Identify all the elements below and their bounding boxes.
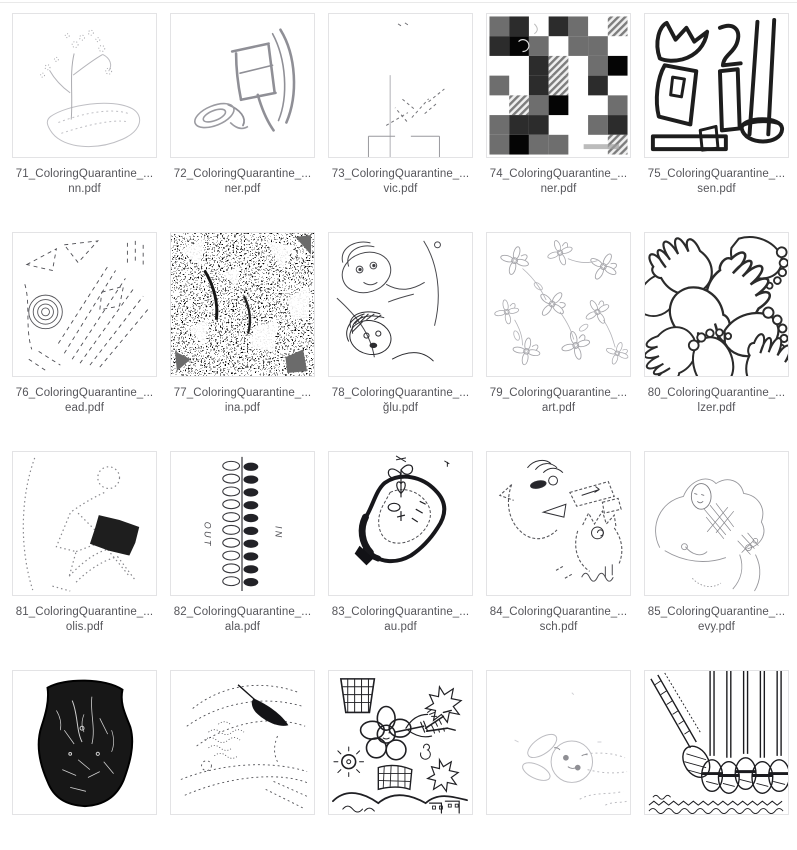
- pdf-thumbnail: [644, 670, 789, 815]
- file-name-label: [170, 605, 315, 635]
- pdf-thumbnail: [12, 451, 157, 596]
- faint-animal-doodle-image: [487, 671, 630, 814]
- file-name-line1: 76_ColoringQuarantine_...: [15, 387, 154, 399]
- file-tile[interactable]: [170, 670, 315, 815]
- file-name-line2: lzer.pdf: [697, 402, 736, 414]
- chop-sprout-sketch-image: [329, 452, 472, 595]
- file-tile[interactable]: [644, 13, 789, 197]
- file-name-line2: vic.pdf: [383, 183, 418, 195]
- file-name-line2: olis.pdf: [65, 621, 104, 633]
- plant-squash-sketch-image: [13, 14, 156, 157]
- file-name-line1: 84_ColoringQuarantine_...: [489, 606, 628, 618]
- noise-collage-image: [171, 233, 314, 376]
- file-name-line1: 72_ColoringQuarantine_...: [173, 168, 312, 180]
- file-tile[interactable]: [170, 13, 315, 197]
- file-tile[interactable]: [328, 670, 473, 815]
- file-name-label: [644, 386, 789, 416]
- file-name-line2: ala.pdf: [224, 621, 261, 633]
- pdf-thumbnail: [12, 13, 157, 158]
- file-name-label: [170, 167, 315, 197]
- floral-pattern-image: [487, 233, 630, 376]
- file-grid-row: [12, 13, 789, 197]
- file-name-line2: sch.pdf: [539, 621, 578, 633]
- out-label-text: OUT: [202, 521, 213, 548]
- file-name-line2: ead.pdf: [64, 402, 105, 414]
- file-name-line2: sen.pdf: [697, 183, 736, 195]
- file-name-line2: art.pdf: [541, 402, 576, 414]
- file-name-label: [12, 386, 157, 416]
- file-tile[interactable]: [12, 232, 157, 416]
- pdf-thumbnail: [644, 232, 789, 377]
- file-name-line1: 85_ColoringQuarantine_...: [647, 606, 786, 618]
- chair-sketch-image: [171, 14, 314, 157]
- file-tile[interactable]: [644, 451, 789, 635]
- pdf-thumbnail: [170, 670, 315, 815]
- file-name-line1: 73_ColoringQuarantine_...: [331, 168, 470, 180]
- file-tile[interactable]: [486, 232, 631, 416]
- file-name-line1: 77_ColoringQuarantine_...: [173, 387, 312, 399]
- stippled-portrait-leaf-image: [171, 671, 314, 814]
- file-name-line2: evy.pdf: [698, 621, 735, 633]
- file-name-line2: ner.pdf: [540, 183, 577, 195]
- file-name-line1: 82_ColoringQuarantine_...: [173, 606, 312, 618]
- top-divider: [0, 2, 797, 3]
- pdf-thumbnail: [644, 13, 789, 158]
- file-name-label: [486, 167, 631, 197]
- file-name-line1: 83_ColoringQuarantine_...: [331, 606, 470, 618]
- pdf-thumbnail: [486, 670, 631, 815]
- stitch-line-diagram-image: [171, 452, 314, 595]
- pdf-thumbnail: [328, 670, 473, 815]
- file-tile[interactable]: [328, 451, 473, 635]
- file-name-line1: 71_ColoringQuarantine_...: [15, 168, 154, 180]
- file-name-line2: nn.pdf: [68, 183, 101, 195]
- file-name-line1: 81_ColoringQuarantine_...: [15, 606, 154, 618]
- dashed-machine-sketch-image: [13, 233, 156, 376]
- file-name-label: [12, 167, 157, 197]
- file-grid: [12, 13, 789, 850]
- file-name-label: [328, 167, 473, 197]
- file-tile[interactable]: [170, 232, 315, 416]
- pdf-thumbnail: [170, 451, 315, 596]
- file-tile[interactable]: [12, 670, 157, 815]
- file-grid-row: [12, 232, 789, 416]
- pdf-thumbnail: [328, 232, 473, 377]
- file-tile[interactable]: [12, 13, 157, 197]
- pdf-thumbnail: [12, 232, 157, 377]
- file-name-label: [12, 605, 157, 635]
- file-tile[interactable]: [644, 670, 789, 815]
- file-name-label: [328, 386, 473, 416]
- pdf-thumbnail: [644, 451, 789, 596]
- black-torso-print-image: [13, 671, 156, 814]
- file-tile[interactable]: [170, 451, 315, 635]
- file-grid-row: [12, 451, 789, 635]
- two-faces-sketch-image: [329, 233, 472, 376]
- file-name-label: [486, 605, 631, 635]
- file-tile[interactable]: [486, 670, 631, 815]
- file-name-line1: 75_ColoringQuarantine_...: [647, 168, 786, 180]
- thumbnail-watermark: [584, 144, 620, 149]
- file-tile[interactable]: [486, 451, 631, 635]
- in-label-text: IN: [273, 525, 284, 540]
- file-name-line2: ğlu.pdf: [382, 402, 419, 414]
- reclining-figures-sketch-image: [645, 452, 788, 595]
- hands-feet-outline-image: [645, 233, 788, 376]
- file-name-label: [644, 605, 789, 635]
- file-name-label: [328, 605, 473, 635]
- file-tile[interactable]: [328, 13, 473, 197]
- checkerboard-collage-image: [487, 14, 630, 157]
- pdf-thumbnail: [328, 451, 473, 596]
- file-tile[interactable]: [328, 232, 473, 416]
- file-tile[interactable]: [12, 451, 157, 635]
- pdf-thumbnail: [486, 451, 631, 596]
- bold-abstract-outline-image: [645, 14, 788, 157]
- file-name-line2: au.pdf: [384, 621, 417, 633]
- flower-person-doodle-image: [329, 671, 472, 814]
- file-tile[interactable]: [486, 13, 631, 197]
- pdf-thumbnail: [12, 670, 157, 815]
- pdf-thumbnail: [170, 13, 315, 158]
- file-name-line1: 80_ColoringQuarantine_...: [647, 387, 786, 399]
- file-name-label: [486, 386, 631, 416]
- file-grid-row: [12, 670, 789, 815]
- file-name-line2: ner.pdf: [224, 183, 261, 195]
- pdf-thumbnail: [170, 232, 315, 377]
- hanging-spoons-image: [645, 671, 788, 814]
- dashed-cartoon-faces-image: [487, 452, 630, 595]
- pdf-thumbnail: [486, 13, 631, 158]
- pdf-thumbnail: [486, 232, 631, 377]
- file-name-label: [170, 386, 315, 416]
- dotted-walking-figure-image: [13, 452, 156, 595]
- file-name-line2: ina.pdf: [224, 402, 261, 414]
- file-name-label: [644, 167, 789, 197]
- minimal-line-sketch-image: [329, 14, 472, 157]
- file-name-line1: 79_ColoringQuarantine_...: [489, 387, 628, 399]
- pdf-thumbnail: [328, 13, 473, 158]
- file-tile[interactable]: [644, 232, 789, 416]
- file-name-line1: 78_ColoringQuarantine_...: [331, 387, 470, 399]
- file-name-line1: 74_ColoringQuarantine_...: [489, 168, 628, 180]
